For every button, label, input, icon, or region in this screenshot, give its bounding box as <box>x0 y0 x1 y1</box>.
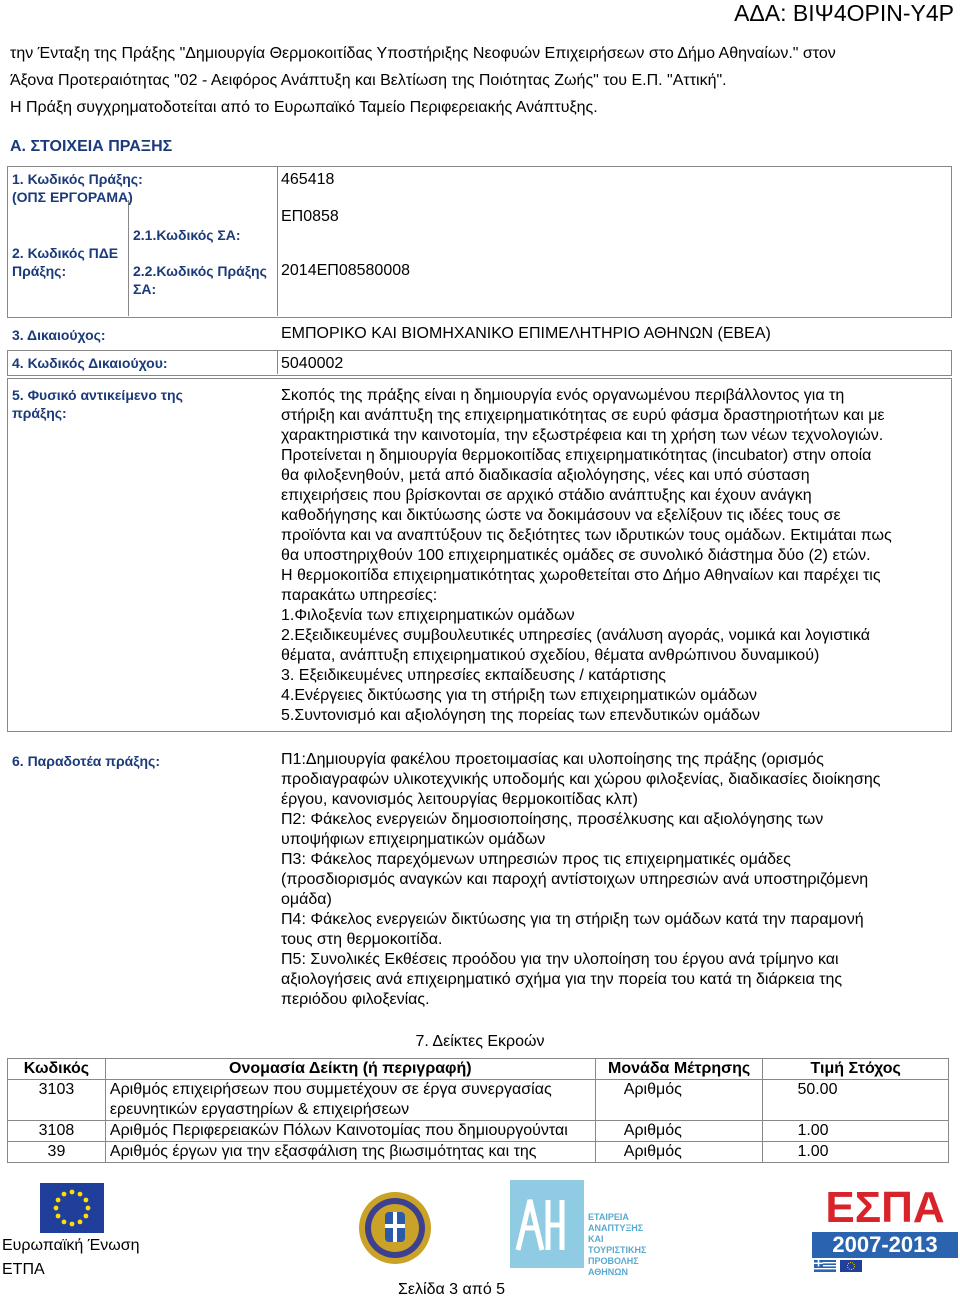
text-line: 5.Συντονισμό και αξιολόγηση της πορείας των επενδυτικών ομάδων <box>281 707 761 724</box>
ada-code: ΑΔΑ: ΒΙΨ4ΟΡΙΝ-Υ4Ρ <box>734 0 954 26</box>
eu-star <box>70 1190 75 1195</box>
text-line: παρακάτω υπηρεσίες: <box>281 587 438 604</box>
field-5-label: 5. Φυσικό αντικείμενο της <box>12 387 183 403</box>
text-line: χαρακτηριστικά την καινοτομία, την εξωστρέφεια και τη χρήση των νέων τεχνολογιών. <box>281 427 884 444</box>
text-line: θα φιλοξενηθούν, μετά από διαδικασία αξιολόγησης, νέες και υπό σύσταση <box>281 467 810 484</box>
kpi-target: 1.00 <box>763 1121 949 1142</box>
kpi-name-line: ερευνητικών εργαστηρίων & επιχειρήσεων <box>109 1101 410 1118</box>
athens-logo-line: ΚΑΙ ΤΟΥΡΙΣΤΙΚΗΣ <box>588 1234 647 1255</box>
kpi-row <box>8 1142 949 1163</box>
eu-star <box>70 1222 75 1227</box>
kpi-caption: 7. Δείκτες Εκροών <box>415 1033 545 1050</box>
kpi-header-code: Κωδικός <box>8 1059 106 1080</box>
eu-flag-logo <box>40 1183 104 1233</box>
eu-stars-icon <box>40 1183 104 1233</box>
kpi-code: 39 <box>8 1142 106 1163</box>
text-line: (προσδιορισμός αναγκών και παροχή αντίστοιχων υπηρεσιών ανά υποστηριζόμενη <box>281 871 869 888</box>
text-line: προδιαγραφών υλικοτεχνικής υποδομής και χώρου φιλοξενίας, διαδικασίες διοίκησης <box>281 771 881 788</box>
eu-star <box>62 1192 67 1197</box>
erdf-label: ΕΤΠΑ <box>2 1261 45 1278</box>
kpi-unit: Αριθμός <box>595 1080 763 1121</box>
kpi-header-row <box>8 1059 949 1080</box>
text-line: Προτείνεται η δημιουργία θερμοκοιτίδας επιχειρηματικότητας (incubator) στην οποία <box>281 447 872 464</box>
eu-star <box>54 1206 59 1211</box>
eu-star <box>78 1220 83 1225</box>
athens-logo-line: ΠΡΟΒΟΛΗΣ <box>588 1256 639 1266</box>
eu-star <box>56 1198 61 1203</box>
field-3-label: 3. Δικαιούχος: <box>12 327 106 343</box>
text-line: επιχειρήσεις που βρίσκονται σε αρχικό στάδιο ανάπτυξης και έχουν ανάγκη <box>281 487 812 504</box>
text-line: Π1:Δημιουργία φακέλου προετοιμασίας και υλοποίησης της πράξης (ορισμός <box>281 751 824 768</box>
kpi-name <box>105 1121 595 1142</box>
athens-logo-line: ΑΝΑΠΤΥΞΗΣ <box>588 1223 644 1233</box>
espa-logo <box>812 1183 958 1270</box>
eu-flag-small-icon <box>840 1260 862 1272</box>
kpi-table <box>7 1058 949 1163</box>
field-1-label: 1. Κωδικός Πράξης: <box>12 171 143 187</box>
text-line: Η θερμοκοιτίδα επιχειρηματικότητας χωροθετείται στο Δήμο Αθηναίων και παρέχει τις <box>281 567 881 584</box>
text-line: τους στη θερμοκοιτίδα. <box>281 931 443 948</box>
text-line: ομάδα) <box>281 891 332 908</box>
kpi-name <box>105 1080 595 1121</box>
kpi-name-line: Αριθμός έργων για την εξασφάλιση της βιωσιμότητας και της <box>109 1143 537 1160</box>
text-line: 3. Εξειδικευμένες υπηρεσίες εκπαίδευσης / κατάρτισης <box>281 667 666 684</box>
kpi-target: 50.00 <box>763 1080 949 1121</box>
field-2-2-label: 2.2.Κωδικός Πράξης <box>133 263 267 279</box>
field-3-value: ΕΜΠΟΡΙΚΟ ΚΑΙ ΒΙΟΜΗΧΑΝΙΚΟ ΕΠΙΜΕΛΗΤΗΡΙΟ ΑΘΗΝΩΝ (ΕΒΕΑ) <box>281 325 771 342</box>
eu-star <box>84 1198 89 1203</box>
text-line: Σκοπός της πράξης είναι η δημιουργία ενός οργανωμένου περιβάλλοντος για τη <box>281 387 845 404</box>
field-2-label-2: Πράξης: <box>12 263 67 279</box>
athens-logo-line: ΕΤΑΙΡΕΙΑ <box>588 1212 629 1222</box>
field-2-2-label-2: ΣΑ: <box>133 281 157 297</box>
kpi-row <box>8 1121 949 1142</box>
field-4-value: 5040002 <box>281 355 344 372</box>
kpi-row <box>8 1080 949 1121</box>
intro-line: την Ένταξη της Πράξης "Δημιουργία Θερμοκοιτίδας Υποστήριξης Νεοφυών Επιχειρήσεων στο Δήμο Αθηναίων." στον <box>10 45 836 62</box>
field-1-value: 465418 <box>281 171 335 188</box>
field-1-sublabel: (ΟΠΣ ΕΡΓΟΡΑΜΑ) <box>12 189 133 205</box>
eu-star <box>84 1214 89 1219</box>
eu-star <box>78 1192 83 1197</box>
intro-line: Άξονα Προτεραιότητας "02 - Αειφόρος Ανάπτυξη και Βελτίωση της Ποιότητας Ζωής" του Ε.Π. "Αττική". <box>10 72 727 89</box>
text-line: θέματα, ανάπτυξη επιχειρηματικού σχεδίου, θέματα ανθρώπινου δυναμικού) <box>281 647 820 664</box>
field-6-text <box>281 750 880 1010</box>
field-5-label-2: πράξης: <box>12 405 67 421</box>
kpi-header-target: Τιμή Στόχος <box>763 1059 949 1080</box>
field-2-1-value: ΕΠ0858 <box>281 208 339 225</box>
text-line: περιόδου φιλοξενίας. <box>281 991 430 1008</box>
field-4-label: 4. Κωδικός Δικαιούχου: <box>12 355 168 371</box>
field-6-label: 6. Παραδοτέα πράξης: <box>12 753 160 769</box>
field-2-1-label: 2.1.Κωδικός ΣΑ: <box>133 227 241 243</box>
text-line: 4.Ενέργειες δικτύωσης για τη στήριξη των επιχειρηματικών ομάδων <box>281 687 758 704</box>
kpi-target: 1.00 <box>763 1142 949 1163</box>
text-line: αξιολογήσεις ανά επιχειρηματικό σχήμα για την πορεία του κατά τη διάρκεια της <box>281 971 843 988</box>
text-line: στήριξη και ανάπτυξη της επιχειρηματικότητας σε ευρύ φάσμα δραστηριοτήτων και με <box>281 407 885 424</box>
text-line: καθοδήγησης και δικτύωσης ώστε να δοκιμάσουν να εξελίξουν τις ιδέες τους σε <box>281 507 841 524</box>
kpi-name-line: Αριθμός επιχειρήσεων που συμμετέχουν σε έργα συνεργασίας <box>109 1081 552 1098</box>
kpi-unit: Αριθμός <box>595 1121 763 1142</box>
text-line: Π2: Φάκελος ενεργειών δημοσιοποίησης, προσέλκυσης και αξιολόγησης των <box>281 811 824 828</box>
field-5-text <box>281 386 892 726</box>
field-2-2-value: 2014ΕΠ08580008 <box>281 262 411 279</box>
kpi-name <box>105 1142 595 1163</box>
intro-text <box>10 40 950 121</box>
text-line: 2.Εξειδικευμένες συμβουλευτικές υπηρεσίες (ανάλυση αγοράς, νομικά και λογιστικά <box>281 627 870 644</box>
coat-of-arms-logo <box>353 1186 437 1270</box>
espa-logo-text: ΕΣΠΑ <box>812 1186 958 1230</box>
eu-star <box>86 1206 91 1211</box>
kpi-code: 3108 <box>8 1121 106 1142</box>
text-line: Π5: Συνολικές Εκθέσεις προόδου για την υλοποίηση του έργου ανά τρίμηνο και <box>281 951 839 968</box>
athens-development-logo <box>508 1180 656 1277</box>
section-a-title: Α. ΣΤΟΙΧΕΙΑ ΠΡΑΞΗΣ <box>10 138 173 155</box>
page-number: Σελίδα 3 από 5 <box>398 1281 506 1298</box>
kpi-header-unit: Μονάδα Μέτρησης <box>595 1059 763 1080</box>
kpi-header-name: Ονομασία Δείκτη (ή περιγραφή) <box>105 1059 595 1080</box>
eu-star <box>56 1214 61 1219</box>
text-line: έργου, κανονισμός λειτουργίας θερμοκοιτίδας κλπ) <box>281 791 638 808</box>
intro-line: Η Πράξη συγχρηματοδοτείται από το Ευρωπαϊκό Ταμείο Περιφερειακής Ανάπτυξης. <box>10 99 598 116</box>
field-2-label: 2. Κωδικός ΠΔΕ <box>12 245 119 261</box>
text-line: θα υποστηριχθούν 100 επιχειρηματικές ομάδες σε συνολικό διάστημα δύο (2) ετών. <box>281 547 871 564</box>
athens-logo-line: ΑΘΗΝΩΝ <box>588 1267 628 1277</box>
text-line: Π4: Φάκελος ενεργειών δικτύωσης για τη στήριξη των ομάδων κατά την παραμονή <box>281 911 864 928</box>
text-line: προϊόντα και να αναπτύξουν τις δεξιότητες των ιδρυτικών τους ομάδων. Εκτιμάται πως <box>281 527 892 544</box>
espa-years: 2007-2013 <box>812 1232 958 1258</box>
kpi-name-line: Αριθμός Περιφερειακών Πόλων Καινοτομίας που δημιουργούνται <box>109 1122 568 1139</box>
text-line: 1.Φιλοξενία των επιχειρηματικών ομάδων <box>281 607 575 624</box>
kpi-code: 3103 <box>8 1080 106 1121</box>
eu-star <box>62 1220 67 1225</box>
kpi-unit: Αριθμός <box>595 1142 763 1163</box>
text-line: Π3: Φάκελος παρεχόμενων υπηρεσιών προς τις επιχειρηματικές ομάδες <box>281 851 791 868</box>
eu-label: Ευρωπαϊκή Ένωση <box>2 1237 140 1254</box>
greek-flag-icon <box>814 1260 836 1272</box>
text-line: υποψήφιων επιχειρηματικών ομάδων <box>281 831 546 848</box>
